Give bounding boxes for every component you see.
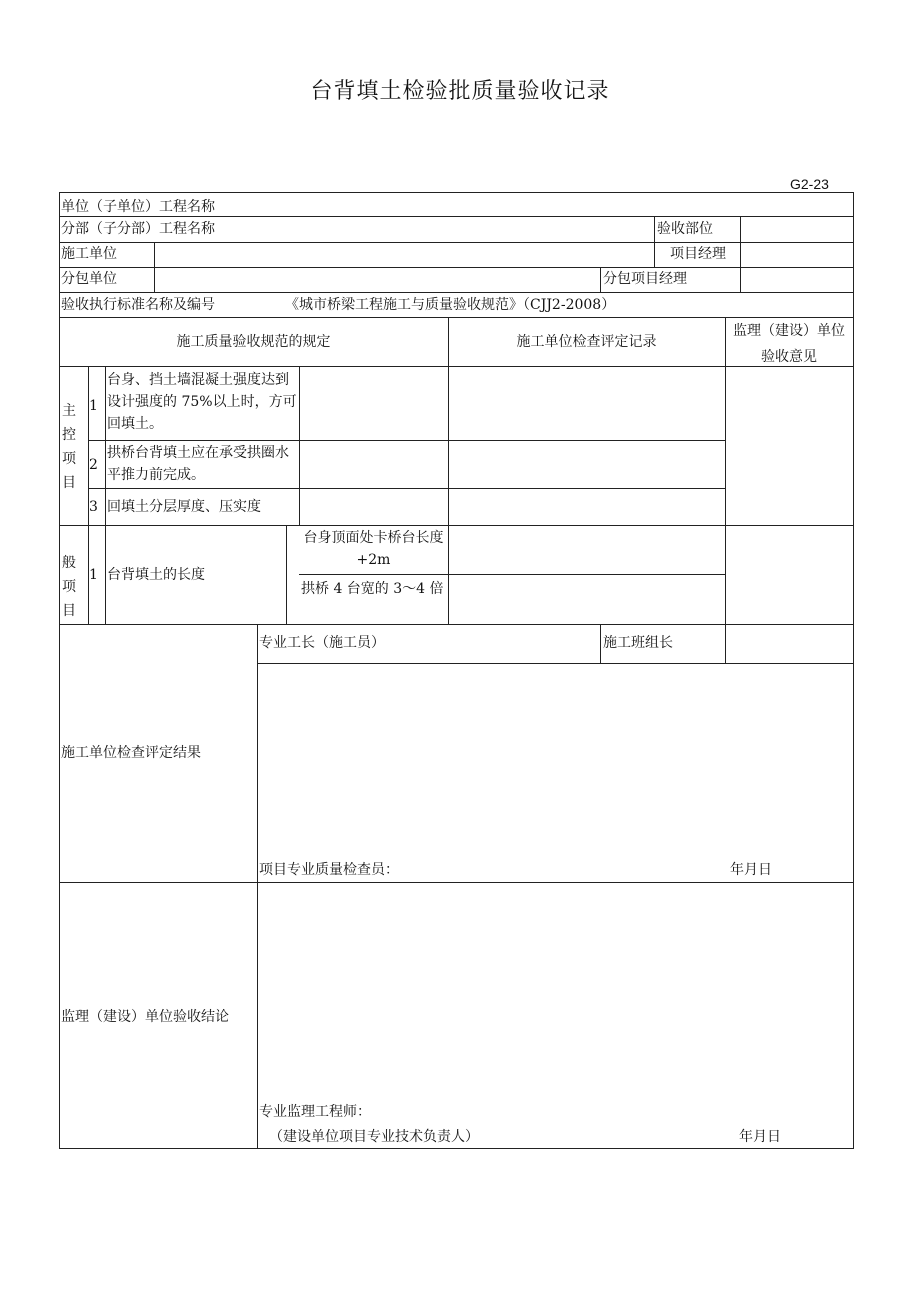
grid-line	[853, 192, 854, 1149]
grid-line	[299, 574, 725, 575]
grid-line	[257, 624, 258, 1149]
general-label-char: 项	[62, 579, 76, 595]
grid-line	[59, 292, 854, 293]
grid-line	[257, 663, 854, 664]
col-spec-header: 施工质量验收规范的规定	[176, 334, 331, 350]
standard-label: 验收执行标准名称及编号	[61, 297, 215, 313]
col-supervisor-header-line2: 验收意见	[761, 349, 817, 365]
main-control-label-char: 目	[62, 475, 76, 491]
page-title: 台背填土检验批质量验收记录	[310, 79, 610, 104]
main-item-text: 回填土分层厚度、压实度	[107, 499, 261, 515]
grid-line	[740, 216, 741, 292]
sub-pm-label: 分包项目经理	[603, 271, 687, 287]
main-item-text: 拱桥台背填土应在承受拱圈水平推力前完成。	[107, 445, 289, 483]
inspector-label: 项目专业质量检查员：	[259, 862, 399, 878]
item-number: 1	[89, 567, 98, 583]
grid-line	[299, 366, 300, 525]
grid-line	[59, 192, 854, 193]
unit-project-label: 单位（子单位）工程名称	[61, 199, 215, 215]
grid-line	[448, 366, 449, 624]
supervisor-result-label: 监理（建设）单位验收结论	[61, 1009, 229, 1025]
item-number: 2	[89, 457, 98, 473]
col-record-header: 施工单位检查评定记录	[516, 334, 657, 350]
supervisor-date-label: 年月日	[739, 1129, 781, 1145]
grid-line	[88, 488, 725, 489]
grid-line	[59, 317, 854, 318]
grid-line	[59, 267, 854, 268]
general-label-char: 目	[62, 603, 76, 619]
grid-line	[725, 624, 726, 663]
grid-line	[59, 525, 854, 526]
grid-line	[59, 624, 854, 625]
team-leader-label: 施工班组长	[603, 635, 673, 651]
standard-value: 《城市桥梁工程施工与质量验收规范》（CJJ2-2008）	[285, 297, 616, 313]
grid-line	[59, 242, 854, 243]
item-number: 1	[89, 398, 98, 414]
grid-line	[600, 624, 601, 663]
foreman-label: 专业工长（施工员）	[259, 635, 385, 651]
contractor-label: 施工单位	[61, 246, 117, 262]
grid-line	[59, 882, 854, 883]
grid-line	[654, 242, 655, 267]
general-label-char: 般	[62, 555, 76, 571]
item-number: 3	[89, 499, 98, 515]
grid-line	[88, 440, 725, 441]
contractor-date-label: 年月日	[730, 862, 772, 878]
grid-line	[154, 242, 155, 292]
grid-line	[286, 525, 287, 624]
general-item-text: 台背填土的长度	[107, 567, 205, 583]
acceptance-part-label: 验收部位	[657, 221, 713, 237]
project-manager-label: 项目经理	[670, 246, 726, 262]
main-control-label-char: 控	[62, 427, 76, 443]
grid-line	[654, 216, 655, 242]
grid-line	[600, 267, 601, 292]
form-code: G2-23	[790, 176, 829, 192]
sub-project-label: 分部（子分部）工程名称	[61, 221, 215, 237]
main-item-text: 台身、挡土墙混凝土强度达到设计强度的 75%以上时，方可回填土。	[107, 372, 297, 432]
main-control-label-char: 主	[62, 403, 76, 419]
subcontractor-label: 分包单位	[61, 271, 117, 287]
general-sub-item: 拱桥 4 台宽的 3～4 倍	[301, 581, 444, 597]
general-sub-item: 台身顶面处卡桥台长度+2m	[303, 530, 444, 568]
grid-line	[59, 1148, 854, 1149]
engineer-label: 专业监理工程师：	[259, 1104, 371, 1120]
main-control-label-char: 项	[62, 451, 76, 467]
grid-line	[105, 366, 106, 624]
owner-label: （建设单位项目专业技术负责人）	[269, 1129, 479, 1145]
contractor-result-label: 施工单位检查评定结果	[61, 745, 201, 761]
col-supervisor-header-line1: 监理（建设）单位	[733, 323, 845, 339]
inspection-form	[59, 192, 854, 1149]
